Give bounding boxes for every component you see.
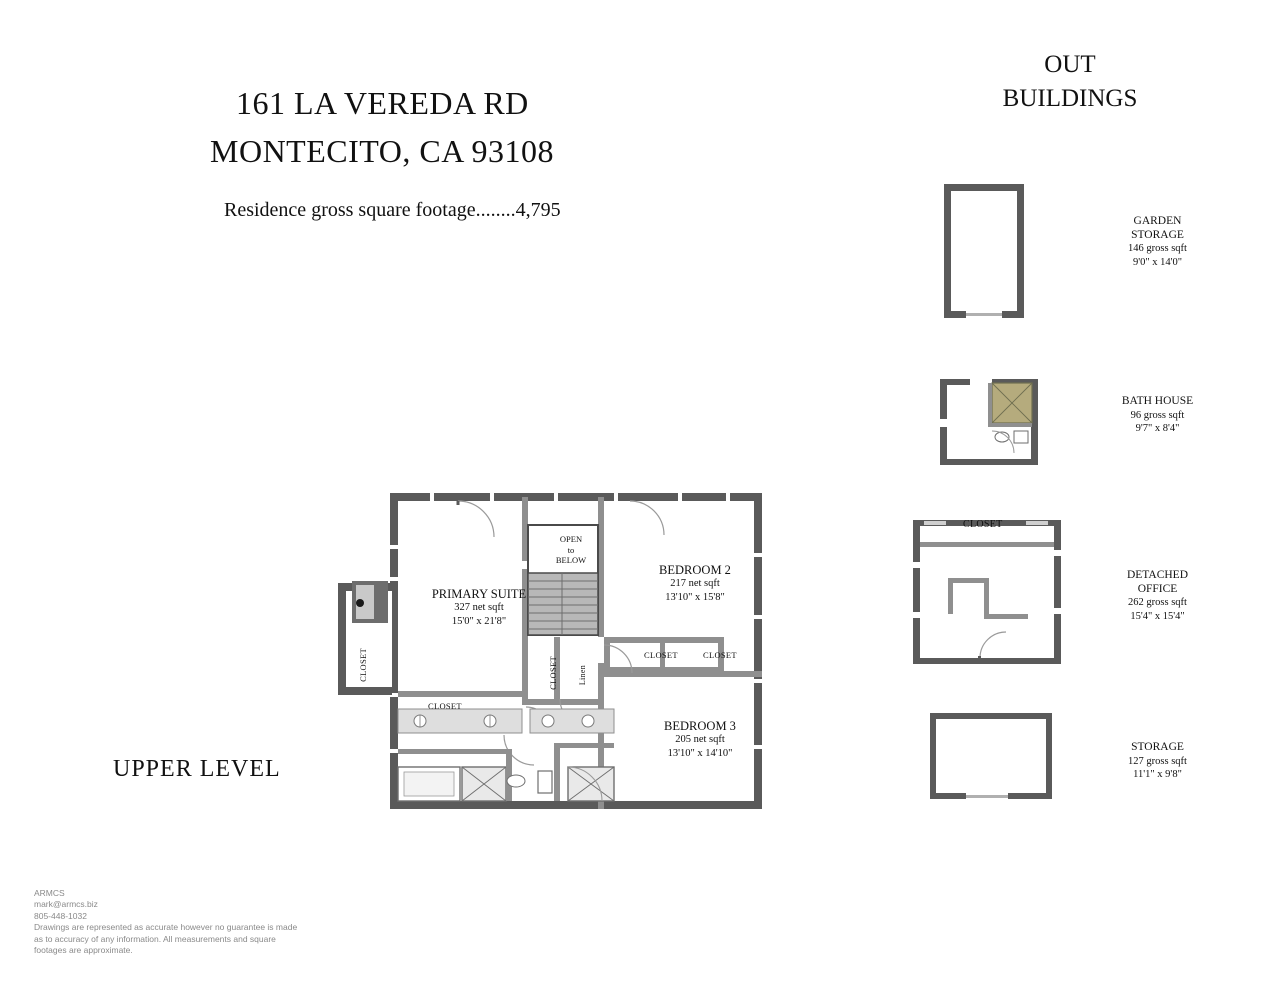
outbuildings-heading-line1: OUT — [1044, 51, 1096, 78]
office-closet-label: CLOSET — [963, 519, 1003, 530]
footer-email: mark@armcs.biz — [34, 899, 98, 910]
bath-house-area: 96 gross sqft — [1130, 409, 1185, 421]
footer-phone: 805-448-1032 — [34, 910, 87, 921]
closet-label-hall: CLOSET — [548, 656, 558, 690]
room-label-primary-suite — [404, 587, 554, 629]
footer-disclaimer-line3: footages are approximate. — [34, 945, 133, 956]
outbuilding-bath-house — [936, 375, 1046, 470]
footer-credits — [34, 888, 364, 956]
primary-suite-name: PRIMARY SUITE — [431, 587, 527, 601]
garden-storage-name-line2: STORAGE — [1131, 228, 1184, 241]
outbuilding-label-detached-office — [1070, 569, 1245, 623]
footer-company: ARMCS — [34, 888, 65, 898]
bedroom2-dims: 13'10" x 15'8" — [665, 592, 725, 603]
storage-svg — [925, 708, 1060, 808]
outbuildings-heading — [960, 48, 1180, 116]
room-label-bedroom-2 — [615, 563, 775, 605]
garden-storage-dims: 9'0" x 14'0" — [1132, 256, 1183, 268]
page-title-line1: 161 LA VEREDA RD — [236, 85, 529, 121]
level-label: UPPER LEVEL — [113, 756, 281, 782]
detached-office-svg — [908, 512, 1068, 672]
gross-square-footage-text: Residence gross square footage........4,795 — [224, 199, 561, 221]
detached-office-name-line1: DETACHED — [1126, 569, 1189, 581]
garden-storage-svg — [940, 180, 1035, 325]
linen-text: Linen — [578, 665, 587, 686]
outbuilding-detached-office — [908, 512, 1068, 672]
bath-house-name: BATH HOUSE — [1121, 395, 1194, 407]
storage-name: STORAGE — [1131, 741, 1184, 753]
open-to-below-line2: to — [567, 544, 575, 555]
outbuildings-heading-line2: BUILDINGS — [1002, 85, 1138, 112]
primary-suite-area: 327 net sqft — [454, 602, 504, 613]
detached-office-name-line2: OFFICE — [1137, 582, 1178, 595]
storage-area: 127 gross sqft — [1128, 755, 1187, 767]
garden-storage-area: 146 gross sqft — [1128, 243, 1187, 254]
open-to-below-line1: OPEN — [559, 534, 583, 544]
bedroom2-name: BEDROOM 2 — [659, 563, 731, 577]
detached-office-dims: 15'4" x 15'4" — [1130, 610, 1185, 622]
outbuilding-label-garden-storage — [1070, 215, 1245, 269]
closet-label-primary-bottom: CLOSET — [428, 701, 462, 711]
bath-house-dims: 9'7" x 8'4" — [1135, 423, 1180, 434]
open-to-below-line3: BELOW — [555, 555, 587, 565]
outbuilding-storage — [925, 708, 1060, 808]
outbuilding-label-bath-house — [1070, 395, 1245, 436]
bedroom2-area: 217 net sqft — [670, 578, 720, 589]
storage-dims: 11'1" x 9'8" — [1133, 769, 1182, 780]
outbuilding-label-storage — [1070, 741, 1245, 782]
bedroom3-dims: 13'10" x 14'10" — [667, 748, 733, 759]
page-title-line2: MONTECITO, CA 93108 — [210, 133, 555, 169]
garden-storage-name-line1: GARDEN — [1133, 215, 1182, 227]
footer-disclaimer-line2: as to accuracy of any information. All measurements and square — [34, 933, 276, 944]
room-label-bedroom-3 — [620, 719, 780, 761]
outbuilding-garden-storage — [940, 180, 1035, 325]
primary-suite-dims: 15'0" x 21'8" — [451, 616, 507, 627]
linen-label — [578, 665, 587, 685]
bath-house-svg — [936, 375, 1046, 470]
open-to-below-label — [541, 534, 601, 566]
detached-office-area: 262 gross sqft — [1128, 597, 1187, 608]
closet-label-bed3-b: CLOSET — [703, 650, 737, 660]
bedroom3-area: 205 net sqft — [675, 734, 725, 745]
footer-disclaimer-line1: Drawings are represented as accurate however no guarantee is made — [34, 922, 298, 933]
bedroom3-name: BEDROOM 3 — [664, 719, 736, 733]
closet-label-primary-left: CLOSET — [358, 648, 368, 682]
closet-label-bed3-a: CLOSET — [644, 650, 678, 660]
